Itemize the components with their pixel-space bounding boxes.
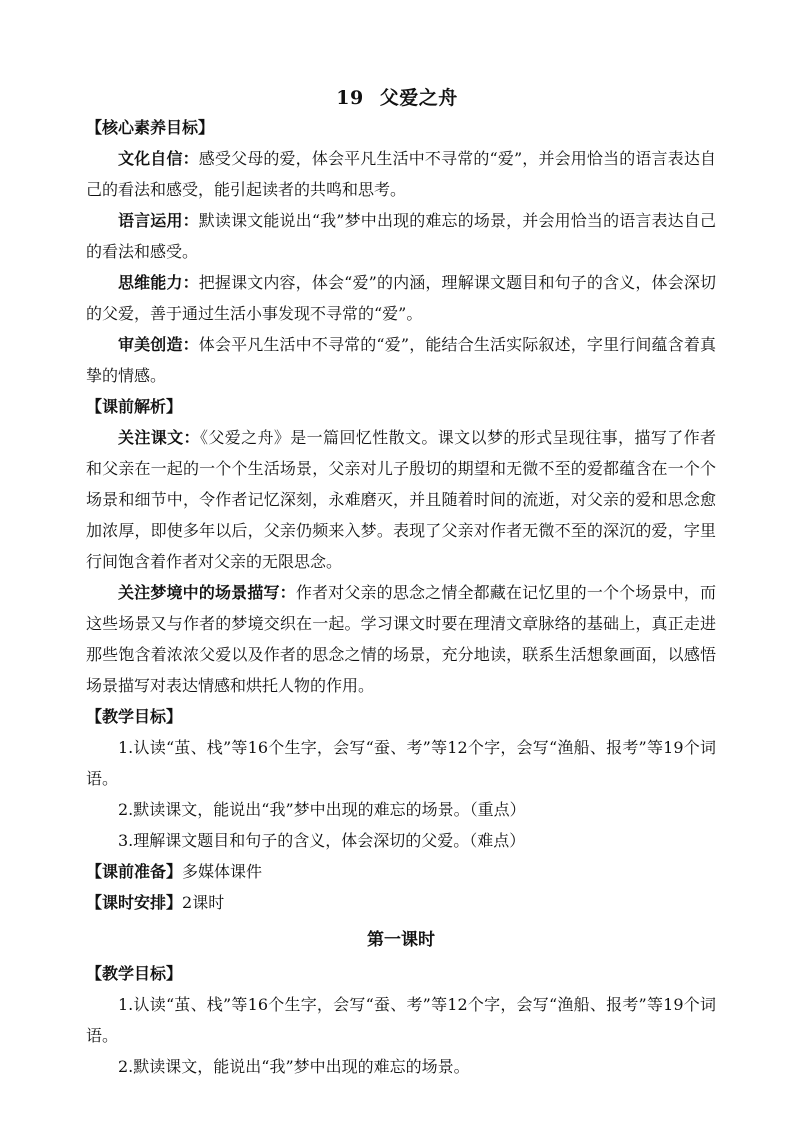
core-goal-text: 感受父母的爱，体会平凡生活中不寻常的“爱”，并会用恰当的语言表达自己的看法和感受，能引起读者的共鸣和思考。 (86, 149, 716, 199)
schedule-heading: 【课时安排】 (86, 893, 183, 912)
pre-analysis-heading: 【课前解析】 (86, 397, 183, 416)
core-goal-text: 把握课文内容，体会“爱”的内涵，理解课文题目和句子的含义，体会深切的父爱，善于通过生活小事发现不寻常的“爱”。 (86, 273, 716, 323)
first-lesson-goal-item: 2.默读课文，能说出“我”梦中出现的难忘的场景。 (118, 1057, 470, 1076)
teaching-goal-item: 2.默读课文，能说出“我”梦中出现的难忘的场景。（重点） (118, 800, 526, 819)
first-lesson-goals-heading: 【教学目标】 (86, 964, 183, 983)
core-goal-aesthetic (86, 329, 716, 391)
lesson-number: 19 (336, 87, 364, 109)
pre-analysis-scene-focus (86, 577, 716, 701)
pre-analysis-text: 作者对父亲的思念之情全都藏在记忆里的一个个场景中，而这些场景又与作者的梦境交织在一起。学习课文时要在理清文章脉络的基础上，真正走进那些饱含着浓浓父爱以及作者的思念之情的场景，充分地读，联系生活想象画面，以感悟场景描写对表达情感和烘托人物的作用。 (86, 583, 716, 695)
core-goal-culture (86, 143, 716, 205)
schedule-text: 2课时 (182, 893, 225, 912)
pre-analysis-text-focus (86, 422, 716, 577)
core-goal-text: 体会平凡生活中不寻常的“爱”，能结合生活实际叙述，字里行间蕴含着真挚的情感。 (86, 335, 716, 385)
core-goal-lead: 文化自信： (118, 149, 199, 168)
core-goal-language (86, 205, 716, 267)
document-body (86, 116, 716, 1082)
lesson-title-text: 父爱之舟 (379, 87, 458, 109)
schedule-line (86, 887, 716, 918)
lesson-title (0, 86, 794, 110)
pre-analysis-lead: 关注课文： (118, 428, 200, 447)
core-goal-thinking (86, 267, 716, 329)
preparation-line (86, 856, 716, 887)
core-goal-lead: 审美创造： (118, 335, 199, 354)
preparation-text: 多媒体课件 (182, 862, 263, 881)
first-lesson-goal-item: 1.认读“茧、栈”等16个生字，会写“蚕、考”等12个字，会写“渔船、报考”等19个词语。 (86, 995, 716, 1045)
core-goals-heading: 【核心素养目标】 (86, 118, 215, 137)
pre-analysis-text: 《父爱之舟》是一篇回忆性散文。课文以梦的形式呈现往事，描写了作者和父亲在一起的一个个生活场景，父亲对儿子殷切的期望和无微不至的爱都蕴含在一个个场景和细节中，令作者记忆深刻，永难磨灭，并且随着时间的流逝，对父亲的爱和思念愈加浓厚，即使多年以后，父亲仍频来入梦。表现了父亲对作者无微不至的深沉的爱，字里行间饱含着作者对父亲的无限思念。 (86, 428, 716, 571)
teaching-goals-heading: 【教学目标】 (86, 707, 183, 726)
preparation-heading: 【课前准备】 (86, 862, 183, 881)
first-lesson-title: 第一课时 (367, 930, 435, 950)
teaching-goal-item: 3.理解课文题目和句子的含义，体会深切的父爱。（难点） (118, 831, 526, 850)
core-goal-lead: 语言运用： (118, 211, 199, 230)
teaching-goal-item: 1.认读“茧、栈”等16个生字，会写“蚕、考”等12个字，会写“渔船、报考”等19个词语。 (86, 738, 716, 788)
core-goal-text: 默读课文能说出“我”梦中出现的难忘的场景，并会用恰当的语言表达自己的看法和感受。 (86, 211, 716, 261)
core-goal-lead: 思维能力： (118, 273, 199, 292)
pre-analysis-lead: 关注梦境中的场景描写： (118, 583, 296, 602)
